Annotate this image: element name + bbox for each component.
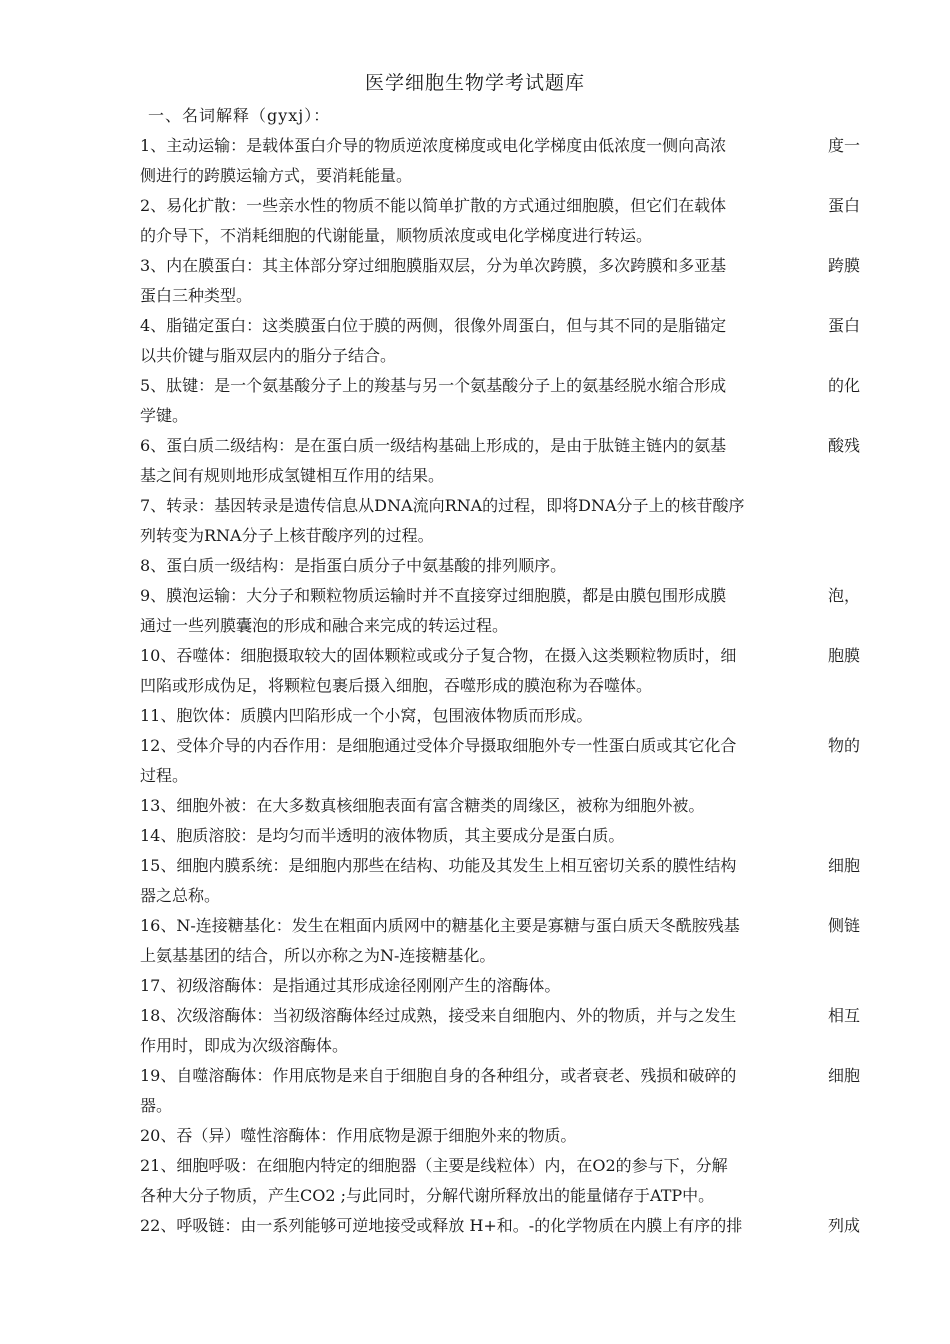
definition-entry bbox=[140, 1121, 860, 1151]
definition-entry bbox=[140, 641, 860, 701]
definition-entry bbox=[140, 1211, 860, 1241]
definition-text: 12、受体介导的内吞作用：是细胞通过受体介导摄取细胞外专一性蛋白质或其它化合 bbox=[140, 736, 737, 755]
definition-line-end: 跨膜 bbox=[827, 256, 860, 275]
definition-line-end: 酸残 bbox=[827, 436, 860, 455]
definition-line bbox=[140, 791, 860, 821]
definition-entry bbox=[140, 851, 860, 911]
definition-line bbox=[140, 1211, 860, 1241]
definition-text: 3、内在膜蛋白：其主体部分穿过细胞膜脂双层，分为单次跨膜，多次跨膜和多亚基 bbox=[140, 256, 727, 275]
definition-text: 10、吞噬体：细胞摄取较大的固体颗粒或或分子复合物，在摄入这类颗粒物质时，细 bbox=[140, 646, 737, 665]
definition-text: 5、肽键：是一个氨基酸分子上的羧基与另一个氨基酸分子上的氨基经脱水缩合形成 bbox=[140, 376, 727, 395]
definition-entry bbox=[140, 701, 860, 731]
definition-text: 14、胞质溶胶：是均匀而半透明的液体物质，其主要成分是蛋白质。 bbox=[140, 826, 625, 845]
definition-entry bbox=[140, 1001, 860, 1061]
definition-entry bbox=[140, 191, 860, 251]
definition-continuation: 器之总称。 bbox=[140, 886, 221, 905]
definition-line bbox=[140, 1151, 860, 1181]
definition-text: 18、次级溶酶体：当初级溶酶体经过成熟，接受来自细胞内、外的物质，并与之发生 bbox=[140, 1006, 737, 1025]
definition-line-end: 蛋白 bbox=[827, 316, 860, 335]
definition-continuation: 蛋白三种类型。 bbox=[140, 286, 253, 305]
definition-continuation: 侧进行的跨膜运输方式，要消耗能量。 bbox=[140, 166, 413, 185]
definition-line-end: 泡， bbox=[827, 586, 860, 605]
definition-text: 22、呼吸链：由一系列能够可逆地接受或释放 H+和。-的化学物质在内膜上有序的排 bbox=[140, 1216, 743, 1235]
definition-text: 11、胞饮体：质膜内凹陷形成一个小窝，包围液体物质而形成。 bbox=[140, 706, 593, 725]
definition-text: 6、蛋白质二级结构：是在蛋白质一级结构基础上形成的，是由于肽链主链内的氨基 bbox=[140, 436, 727, 455]
definition-text: 15、细胞内膜系统：是细胞内那些在结构、功能及其发生上相互密切关系的膜性结构 bbox=[140, 856, 737, 875]
definition-continuation: 以共价键与脂双层内的脂分子结合。 bbox=[140, 346, 397, 365]
definition-continuation: 学键。 bbox=[140, 406, 189, 425]
definition-continuation: 器。 bbox=[140, 1096, 173, 1115]
definition-text: 17、初级溶酶体：是指通过其形成途径刚刚产生的溶酶体。 bbox=[140, 976, 561, 995]
definition-continuation: 基之间有规则地形成氢键相互作用的结果。 bbox=[140, 466, 445, 485]
definition-entry bbox=[140, 131, 860, 191]
definition-continuation: 列转变为RNA分子上核苷酸序列的过程。 bbox=[140, 526, 434, 545]
definition-text: 21、细胞呼吸：在细胞内特定的细胞器（主要是线粒体）内，在O2的参与下，分解 bbox=[140, 1156, 728, 1175]
definition-entry bbox=[140, 311, 860, 371]
definition-entry bbox=[140, 791, 860, 821]
definition-line bbox=[140, 131, 860, 161]
definition-line bbox=[140, 551, 860, 581]
definition-line-end: 细胞 bbox=[827, 856, 860, 875]
definition-line bbox=[140, 821, 860, 851]
definition-line bbox=[140, 911, 860, 941]
definition-text: 19、自噬溶酶体：作用底物是来自于细胞自身的各种组分，或者衰老、残损和破碎的 bbox=[140, 1066, 737, 1085]
definition-list bbox=[140, 131, 860, 1241]
definition-line-end: 的化 bbox=[827, 376, 860, 395]
definition-text: 1、主动运输：是载体蛋白介导的物质逆浓度梯度或电化学梯度由低浓度一侧向高浓 bbox=[140, 136, 727, 155]
definition-continuation: 各种大分子物质，产生CO2 ;与此同时，分解代谢所释放出的能量储存于ATP中。 bbox=[140, 1186, 715, 1205]
definition-line bbox=[140, 311, 860, 341]
definition-line bbox=[140, 1001, 860, 1031]
definition-line-end: 列成 bbox=[827, 1216, 860, 1235]
definition-line-end: 物的 bbox=[827, 736, 860, 755]
definition-entry bbox=[140, 1151, 860, 1211]
definition-text: 9、膜泡运输：大分子和颗粒物质运输时并不直接穿过细胞膜，都是由膜包围形成膜 bbox=[140, 586, 727, 605]
definition-line bbox=[140, 251, 860, 281]
definition-line bbox=[140, 581, 860, 611]
definition-line bbox=[140, 431, 860, 461]
definition-line bbox=[140, 731, 860, 761]
definition-continuation: 上氨基基团的结合，所以亦称之为N-连接糖基化。 bbox=[140, 946, 496, 965]
definition-line bbox=[140, 971, 860, 1001]
definition-entry bbox=[140, 251, 860, 311]
definition-entry bbox=[140, 911, 860, 971]
definition-text: 2、易化扩散：一些亲水性的物质不能以简单扩散的方式通过细胞膜，但它们在载体 bbox=[140, 196, 727, 215]
definition-text: 20、吞（异）噬性溶酶体：作用底物是源于细胞外来的物质。 bbox=[140, 1126, 577, 1145]
definition-entry bbox=[140, 581, 860, 641]
definition-entry bbox=[140, 371, 860, 431]
definition-line-end: 胞膜 bbox=[827, 646, 860, 665]
definition-line-end: 度一 bbox=[827, 136, 860, 155]
definition-entry bbox=[140, 491, 860, 551]
definition-text: 16、N-连接糖基化：发生在粗面内质网中的糖基化主要是寡糖与蛋白质天冬酰胺残基 bbox=[140, 916, 740, 935]
definition-line bbox=[140, 491, 860, 521]
definition-text: 7、转录：基因转录是遗传信息从DNA流向RNA的过程，即将DNA分子上的核苷酸序 bbox=[140, 496, 745, 515]
definition-text: 8、蛋白质一级结构：是指蛋白质分子中氨基酸的排列顺序。 bbox=[140, 556, 567, 575]
definition-text: 4、脂锚定蛋白：这类膜蛋白位于膜的两侧，很像外周蛋白，但与其不同的是脂锚定 bbox=[140, 316, 727, 335]
definition-entry bbox=[140, 821, 860, 851]
definition-line-end: 蛋白 bbox=[827, 196, 860, 215]
definition-line bbox=[140, 851, 860, 881]
section-heading: 一、名词解释（gyxj）： bbox=[148, 106, 331, 125]
definition-entry bbox=[140, 551, 860, 581]
definition-continuation: 通过一些列膜囊泡的形成和融合来完成的转运过程。 bbox=[140, 616, 509, 635]
definition-entry bbox=[140, 731, 860, 791]
definition-continuation: 作用时，即成为次级溶酶体。 bbox=[140, 1036, 349, 1055]
definition-line bbox=[140, 701, 860, 731]
definition-line bbox=[140, 1061, 860, 1091]
definition-text: 13、细胞外被：在大多数真核细胞表面有富含糖类的周缘区，被称为细胞外被。 bbox=[140, 796, 705, 815]
definition-line-end: 相互 bbox=[827, 1006, 860, 1025]
definition-continuation: 过程。 bbox=[140, 766, 189, 785]
definition-entry bbox=[140, 971, 860, 1001]
definition-line bbox=[140, 1121, 860, 1151]
definition-entry bbox=[140, 431, 860, 491]
definition-line bbox=[140, 641, 860, 671]
document-title: 医学细胞生物学考试题库 bbox=[364, 72, 585, 94]
definition-line-end: 细胞 bbox=[827, 1066, 860, 1085]
definition-line bbox=[140, 191, 860, 221]
definition-continuation: 凹陷或形成伪足，将颗粒包裹后摄入细胞，吞噬形成的膜泡称为吞噬体。 bbox=[140, 676, 653, 695]
definition-line-end: 侧链 bbox=[827, 916, 860, 935]
definition-line bbox=[140, 371, 860, 401]
definition-continuation: 的介导下，不消耗细胞的代谢能量，顺物质浓度或电化学梯度进行转运。 bbox=[140, 226, 653, 245]
definition-entry bbox=[140, 1061, 860, 1121]
